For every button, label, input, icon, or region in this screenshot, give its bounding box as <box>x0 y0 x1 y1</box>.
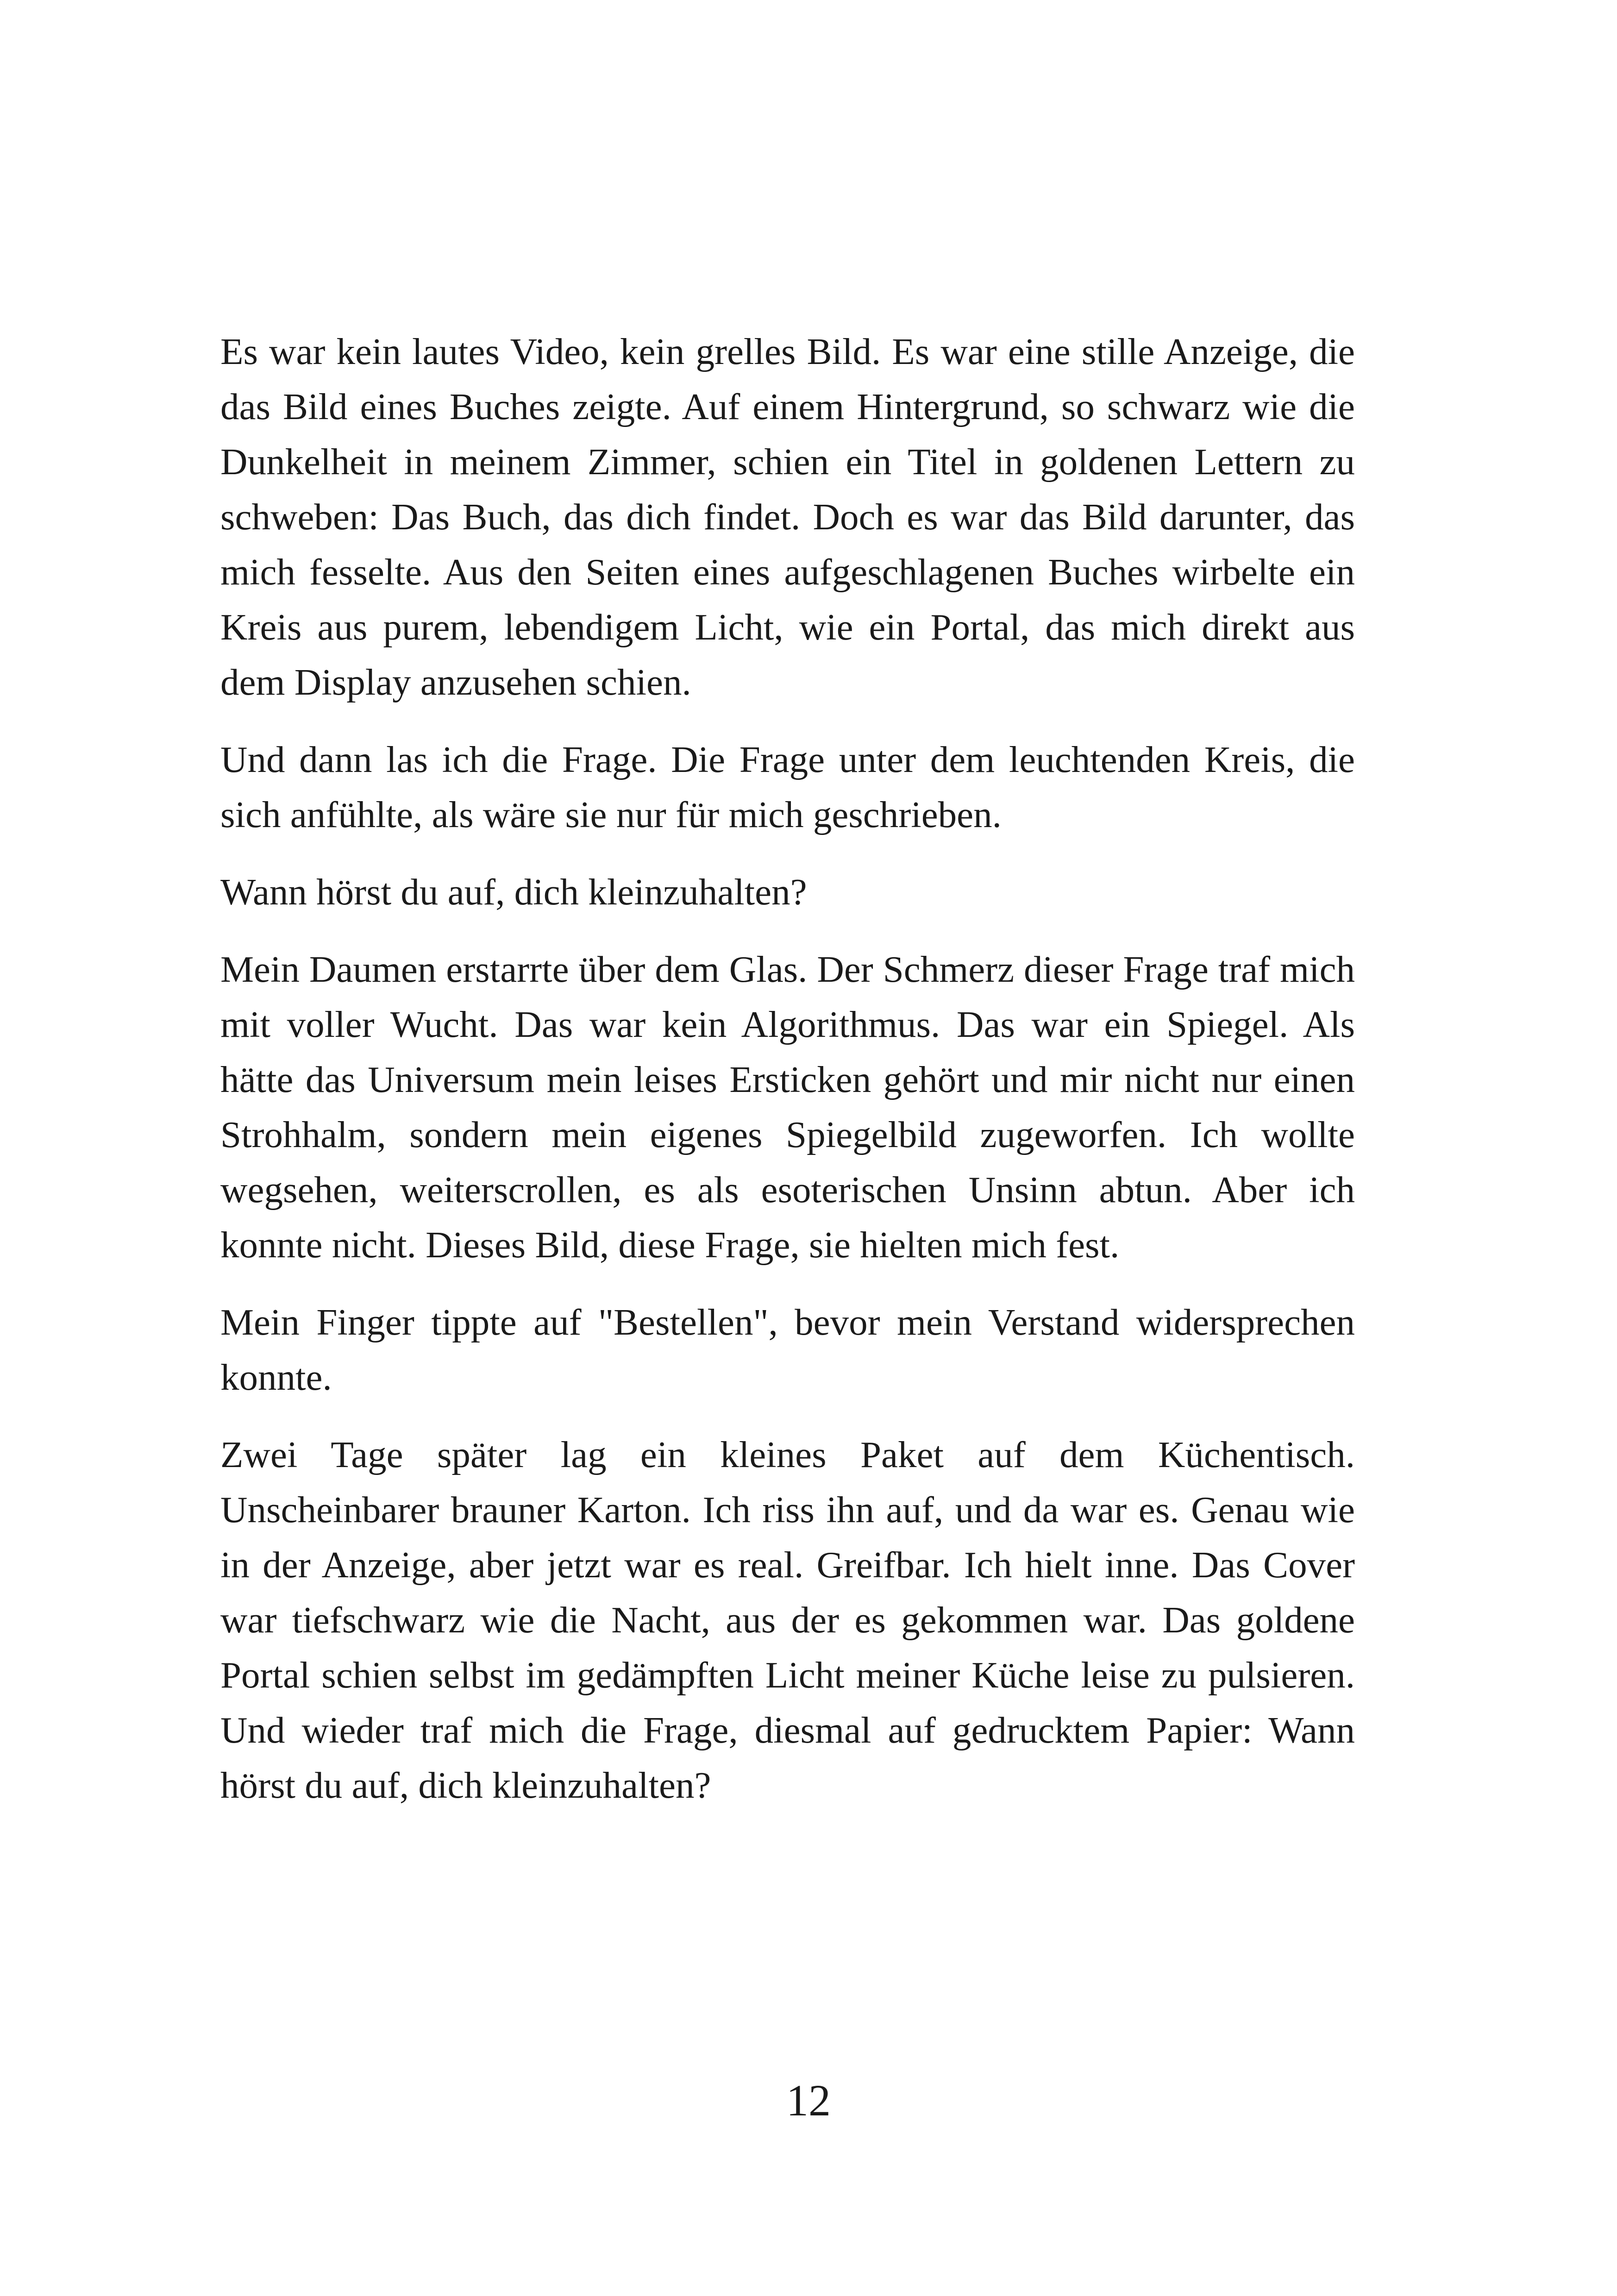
paragraph-1: Es war kein lautes Video, kein grelles Bild. Es war eine stille Anzeige, die das Bild eines Buches zeigte. Auf einem Hintergrund, so schwarz wie die Dunkelheit in meinem Zimmer, schien ein Titel in goldenen Lettern zu schweben: Das Buch, das dich findet. Doch es war das Bild darunter, das mich fesselte. Aus den Seiten eines aufgeschlagenen Buches wirbelte ein Kreis aus purem, lebendigem Licht, wie ein Portal, das mich direkt aus dem Display anzusehen schien. <box>220 331 1355 703</box>
paragraph-6: Zwei Tage später lag ein kleines Paket auf dem Küchentisch. Unscheinbarer brauner Karton. Ich riss ihn auf, und da war es. Genau wie in der Anzeige, aber jetzt war es real. Greifbar. Ich hielt inne. Das Cover war tiefschwarz wie die Nacht, aus der es gekommen war. Das goldene Portal schien selbst im gedämpften Licht meiner Küche leise zu pulsieren. Und wieder traf mich die Frage, diesmal auf gedrucktem Papier: Wann hörst du auf, dich kleinzuhalten? <box>220 1434 1355 1806</box>
body-text <box>220 324 1355 1835</box>
paragraph-5: Mein Finger tippte auf "Bestellen", bevor mein Verstand widersprechen konnte. <box>220 1301 1355 1398</box>
paragraph-4: Mein Daumen erstarrte über dem Glas. Der Schmerz dieser Frage traf mich mit voller Wucht. Das war kein Algorithmus. Das war ein Spiegel. Als hätte das Universum mein leises Ersticken gehört und mir nicht nur einen Strohhalm, sondern mein eigenes Spiegelbild zugeworfen. Ich wollte wegsehen, weiterscrollen, es als esoterischen Unsinn abtun. Aber ich konnte nicht. Dieses Bild, diese Frage, sie hielten mich fest. <box>220 948 1355 1266</box>
page-number: 12 <box>786 2076 831 2125</box>
paragraph-3: Wann hörst du auf, dich kleinzuhalten? <box>220 871 807 913</box>
paragraph-2: Und dann las ich die Frage. Die Frage unter dem leuchtenden Kreis, die sich anfühlte, als wäre sie nur für mich geschrieben. <box>220 739 1355 835</box>
